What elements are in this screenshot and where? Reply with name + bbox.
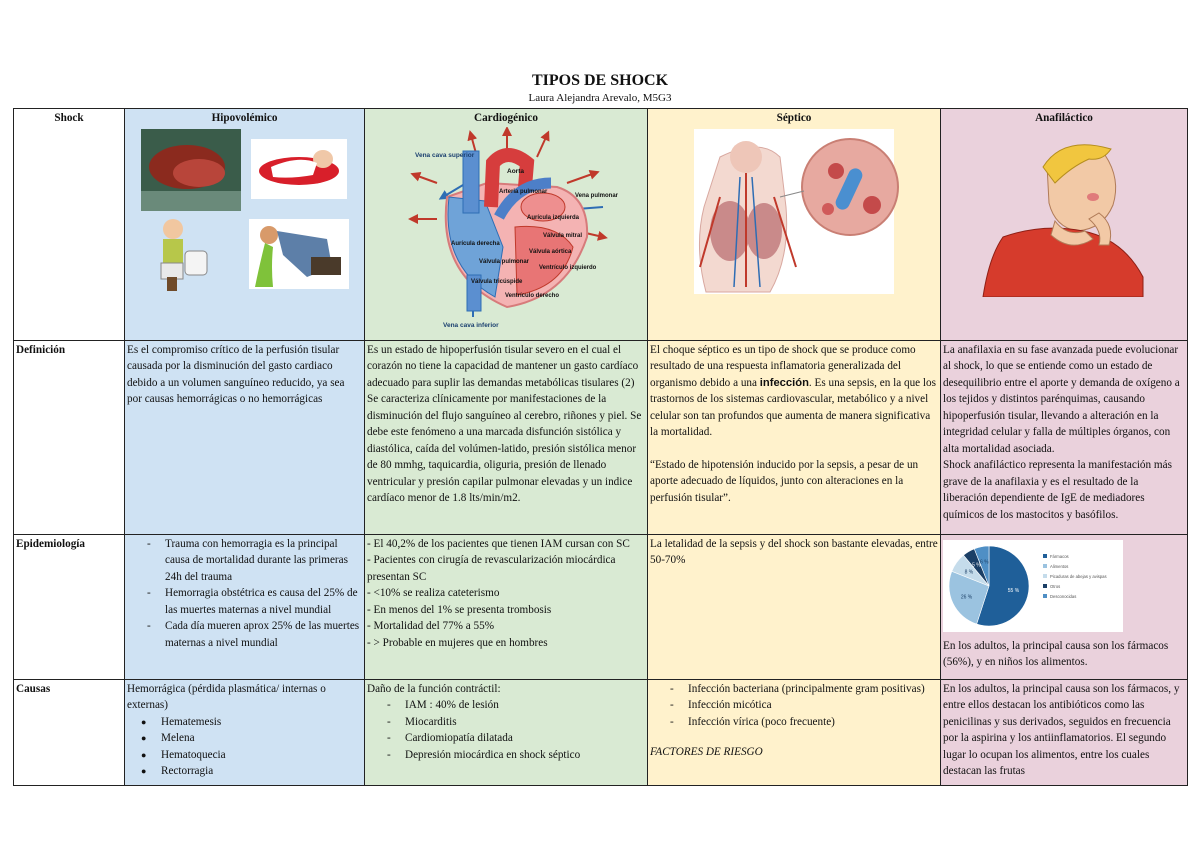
pie-value-label: 26 % [960, 594, 973, 601]
list-item: ● Rectorragia [141, 763, 362, 780]
label-valvula-aortica: Válvula aórtica [529, 248, 572, 255]
definicion-cardiogenico: Es un estado de hipoperfusión tisular severo en el cual el corazón no tiene la capacidad de mantener un gasto cardíaco adecuado para suplir las demandas metabólicas tisulares (2) Se caracteriza clínicamente por manifestaciones de la disminución del flujo sanguíneo al cerebro, riñones y piel. Se debe este fenómeno a una marcada disfunción sistólica y diastólica, caída del volúmen-latido, presión sistólica menor de 80 mmhg, taquicardia, oliguria, presión de llenado ventricular y presión capilar pulmonar elevadas y un indice cardíaco menor de 1.8 lts/min/m2. [365, 340, 648, 534]
list-item: - Infección micótica [674, 697, 938, 714]
causas-anafilactico: En los adultos, la principal causa son los fármacos, y entre ellos destacan los antibióticos como las penicilinas y sus derivados, seguidos en frecuencia por la aspirina y los antiinflamatorios. El segundo lugar lo ocupan los alimentos, entre los cuales destacan las frutas [941, 679, 1188, 785]
header-hipovolemico: Hipovolémico [125, 109, 365, 341]
causas-hipovolemico: Hemorrágica (pérdida plasmática/ internas o externas) ● Hematemesis ● Melena ● Hematoquecia ● Rectorragia [125, 679, 365, 785]
label-definicion: Definición [14, 340, 125, 534]
label-epidemiologia: Epidemiología [14, 534, 125, 679]
label-valvula-tricuspide: Válvula tricúspide [471, 278, 523, 285]
heart-illustration [367, 127, 645, 335]
legend-swatch [1043, 574, 1047, 578]
epidemiologia-cardiogenico [365, 534, 648, 679]
list-item: - IAM : 40% de lesión [391, 697, 645, 714]
sepsis-illustration [650, 127, 938, 297]
heart-diagram [367, 127, 645, 339]
label-auricula-derecha: Aurícula derecha [451, 240, 500, 247]
list-item: - > Probable en mujeres que en hombres [367, 636, 548, 649]
list-item: - Pacientes con cirugía de revascularización miocárdica presentan SC [367, 554, 616, 583]
factores-de-riesgo: FACTORES DE RIESGO [650, 746, 763, 758]
row-definicion [14, 340, 1188, 534]
definicion-hipovolemico: Es el compromiso crítico de la perfusión tisular causada por la disminución del gasto cardiaco debido a un volumen sanguíneo reducido, ya sea por causas hemorrágicas o no hemorrágicas [125, 340, 365, 534]
legend-label: Picaduras de abejas y avispas [1050, 573, 1107, 579]
label-aorta: Aorta [507, 167, 524, 175]
row-causas [14, 679, 1188, 785]
shock-types-table [13, 108, 1188, 786]
epidemiologia-anafilactico: 55 % 26 % 8 % 5 % 6 % Fármacos Alimentos Picaduras de abejas y avispas Otros Desconocidas En los adultos, la principal causa son los fármacos (56%), y en niños los alimentos. [941, 534, 1188, 679]
list-item: - Miocarditis [391, 714, 645, 731]
row-epidemiologia [14, 534, 1188, 679]
list-item: - Mortalidad del 77% a 55% [367, 620, 495, 632]
header-row [14, 109, 1188, 341]
label-valvula-mitral: Válvula mitral [543, 232, 583, 239]
list-item: - El 40,2% de los pacientes que tienen IAM cursan con SC [367, 537, 630, 550]
legend-label: Fármacos [1050, 553, 1069, 559]
label-ventriculo-izquierdo: Ventrículo izquierdo [539, 264, 597, 271]
label-vena-cava-superior: Vena cava superior [415, 151, 475, 159]
pie-value-label: 55 % [1007, 587, 1020, 594]
label-ventriculo-derecho: Ventrículo derecho [505, 292, 560, 299]
header-cardiogenico: Cardiogénico Vena cava superior Aorta Arteria pulmonar Aurícula izquierda Vena pulmonar Aurícula derecha Válvula pulmonar Válvula mitral Válvula aórtica Válvula tricúspide Ventrículo izquierdo Ventrículo derecho Vena cava inferior [365, 109, 648, 341]
list-item: - Infección vírica (poco frecuente) [674, 714, 938, 731]
legend-swatch [1043, 564, 1047, 568]
epidemiologia-septico: La letalidad de la sepsis y del shock son bastante elevadas, entre 50-70% [648, 534, 941, 679]
list-item: - Hemorragia obstétrica es causa del 25% de las muertes maternas a nivel mundial [151, 585, 362, 618]
list-item: - En menos del 1% se presenta trombosis [367, 603, 552, 616]
hemorrhage-illustrations [127, 127, 363, 297]
pie-value-label: 6 % [980, 559, 989, 566]
legend-swatch [1043, 554, 1047, 558]
causas-septico [648, 679, 941, 785]
label-arteria-pulmonar: Arteria pulmonar [499, 188, 548, 195]
septico-image [650, 127, 938, 339]
document-author: Laura Alejandra Arevalo, M5G3 [528, 92, 672, 104]
label-vena-cava-inferior: Vena cava inferior [443, 321, 499, 329]
pie-value-label: 5 % [972, 562, 981, 569]
causas-cardiogenico: Daño de la función contráctil: - IAM : 40% de lesión - Miocarditis - Cardiomiopatía dilatada - Depresión miocárdica en shock séptico [365, 679, 648, 785]
legend-label: Desconocidas [1050, 593, 1077, 599]
etiology-pie-chart [943, 540, 1123, 632]
list-item: ● Hematoquecia [141, 747, 362, 764]
document-title: TIPOS DE SHOCK [531, 72, 669, 89]
legend-swatch [1043, 584, 1047, 588]
anaphylaxis-illustration [943, 127, 1185, 297]
list-item: - Depresión miocárdica en shock séptico [391, 747, 645, 764]
list-item: - Infección bacteriana (principalmente gram positivas) [674, 681, 938, 698]
header-shock: Shock [14, 109, 125, 341]
label-vena-pulmonar: Vena pulmonar [575, 192, 619, 199]
label-causas: Causas [14, 679, 125, 785]
hipovolemico-images [127, 127, 362, 339]
list-item: - <10% se realiza cateterismo [367, 587, 500, 599]
legend-label: Otros [1050, 583, 1061, 589]
list-item: - Trauma con hemorragia es la principal causa de mortalidad durante las primeras 24h del trauma [151, 536, 362, 586]
definicion-septico: El choque séptico es un tipo de shock que se produce como resultado de una respuesta inflamatoria generalizada del organismo debido a una infección. Es una sepsis, en la que los trastornos de los sistemas cardiovascular, metabólico y a nivel celular son tan profundos que aumenta de manera significativa la mortalidad. “Estado de hipotensión inducido por la sepsis, a pesar de un aporte adecuado de líquidos, junto con alteraciones en la perfusión tisular”. [648, 340, 941, 534]
list-item: - Cardiomiopatía dilatada [391, 730, 645, 747]
definicion-anafilactico: La anafilaxia en su fase avanzada puede evolucionar al shock, lo que se entiende como un estado de desequilibrio entre el aporte y demanda de oxígeno a los tejidos y distintos parénquimas, causando hipoperfusión tisular, llevando a alteración en la integridad celular y falla de múltiples órganos, con alta mortalidad asociada. Shock anafiláctico representa la manifestación más grave de la anafilaxia y es el resultado de la liberación dependiente de IgE de mediadores químicos de los mastocitos y basófilos. [941, 340, 1188, 534]
list-item: ● Melena [141, 730, 362, 747]
label-valvula-pulmonar: Válvula pulmonar [479, 258, 530, 265]
header-anafilactico: Anafiláctico [941, 109, 1188, 341]
header-septico: Séptico [648, 109, 941, 341]
label-auricula-izquierda: Aurícula izquierda [527, 214, 580, 221]
pie-value-label: 8 % [964, 568, 974, 575]
list-item: ● Hematemesis [141, 714, 362, 731]
legend-swatch [1043, 594, 1047, 598]
legend-label: Alimentos [1050, 563, 1069, 569]
list-item: - Cada día mueren aprox 25% de las muertes maternas a nivel mundial [151, 618, 362, 651]
anafilactico-image [943, 127, 1185, 339]
epidemiologia-hipovolemico [125, 534, 365, 679]
